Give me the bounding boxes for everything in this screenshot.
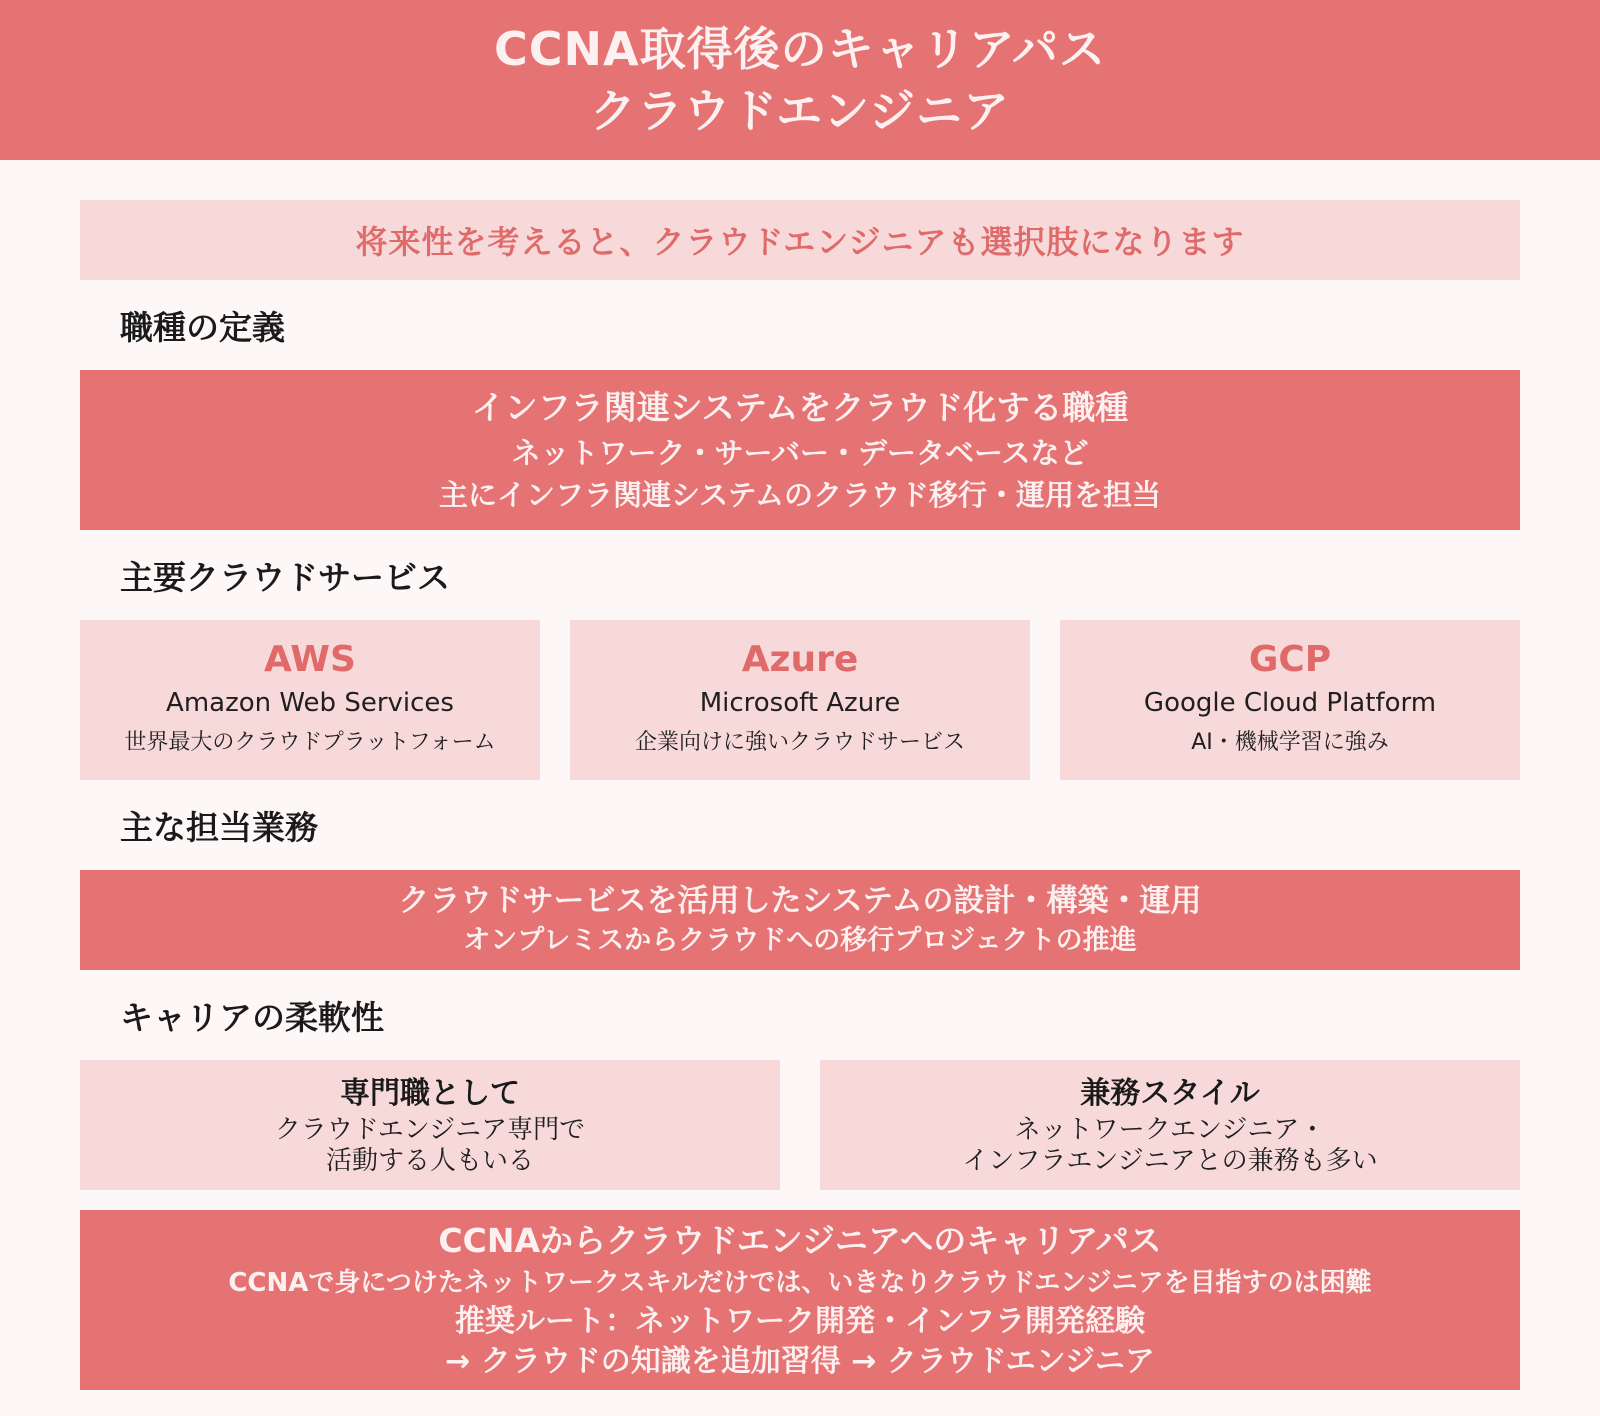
- service-name: Azure: [741, 639, 859, 680]
- flex-card-line-2: インフラエンジニアとの兼務も多い: [962, 1146, 1378, 1176]
- service-card-aws: [80, 620, 540, 780]
- career-path-line-1: CCNAで身につけたネットワークスキルだけでは、いきなりクラウドエンジニアを目指すのは困難: [228, 1268, 1372, 1298]
- definition-box: [80, 370, 1520, 530]
- flex-card-hybrid: [820, 1060, 1520, 1190]
- service-card-azure: [570, 620, 1030, 780]
- services-heading: 主要クラウドサービス: [120, 558, 450, 597]
- flex-card-specialist: [80, 1060, 780, 1190]
- service-full-name: Microsoft Azure: [699, 688, 901, 718]
- page-header: [0, 0, 1600, 160]
- page-subtitle: クラウドエンジニア: [589, 84, 1010, 138]
- duties-box: [80, 870, 1520, 970]
- service-name: AWS: [264, 639, 356, 680]
- service-full-name: Google Cloud Platform: [1143, 688, 1437, 718]
- definition-line-1: ネットワーク・サーバー・データベースなど: [511, 436, 1089, 470]
- duties-line-1: クラウドサービスを活用したシステムの設計・構築・運用: [398, 883, 1202, 919]
- service-full-name: Amazon Web Services: [166, 688, 454, 718]
- career-path-line-3: → クラウドの知識を追加習得 → クラウドエンジニア: [445, 1344, 1155, 1379]
- definition-line-2: 主にインフラ関連システムのクラウド移行・運用を担当: [438, 478, 1162, 512]
- flexibility-heading: キャリアの柔軟性: [120, 998, 384, 1037]
- service-description: 世界最大のクラウドプラットフォーム: [124, 730, 496, 755]
- career-path-title: CCNAからクラウドエンジニアへのキャリアパス: [438, 1221, 1162, 1260]
- flex-card-line-1: ネットワークエンジニア・: [1014, 1115, 1326, 1145]
- duties-heading: 主な担当業務: [120, 808, 318, 847]
- flex-card-title: 兼務スタイル: [1080, 1076, 1260, 1111]
- definition-heading: 職種の定義: [120, 308, 285, 347]
- career-path-line-2: 推奨ルート：ネットワーク開発・インフラ開発経験: [455, 1304, 1145, 1339]
- service-card-gcp: [1060, 620, 1520, 780]
- service-name: GCP: [1248, 639, 1332, 680]
- definition-title: インフラ関連システムをクラウド化する職種: [471, 388, 1129, 427]
- career-path-box: [80, 1210, 1520, 1390]
- flex-card-title: 専門職として: [340, 1076, 520, 1111]
- service-description: AI・機械学習に強み: [1191, 730, 1389, 755]
- service-description: 企業向けに強いクラウドサービス: [634, 730, 965, 755]
- flex-card-line-2: 活動する人もいる: [325, 1146, 534, 1176]
- intro-banner: 将来性を考えると、クラウドエンジニアも選択肢になります: [80, 200, 1520, 280]
- duties-line-2: オンプレミスからクラウドへの移行プロジェクトの推進: [463, 925, 1137, 956]
- flex-card-line-1: クラウドエンジニア専門で: [274, 1115, 586, 1145]
- page-title: CCNA取得後のキャリアパス: [494, 22, 1106, 76]
